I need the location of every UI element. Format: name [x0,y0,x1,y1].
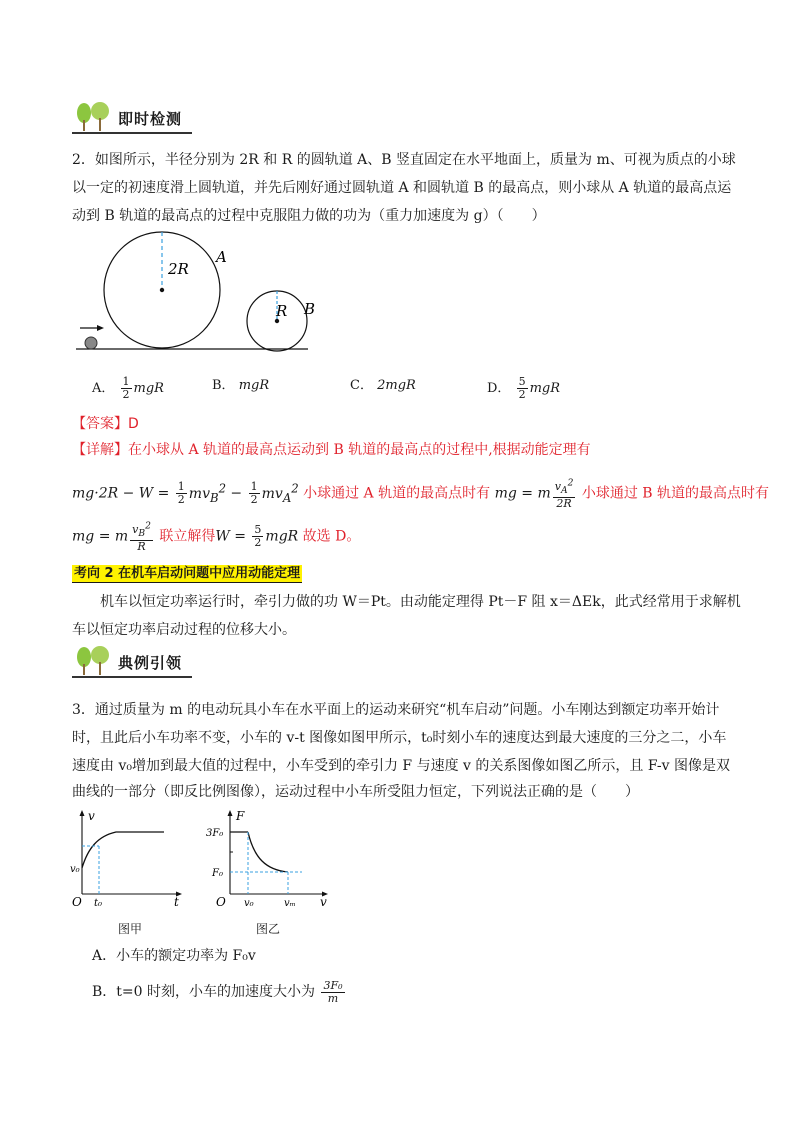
q3-option-a[interactable]: A．小车的额定功率为 F₀v [92,948,256,964]
q2-option-c[interactable]: C． 2mgR [350,378,416,393]
section-header-example [72,644,192,680]
svg-text:v: v [88,809,95,823]
ball [85,337,97,349]
q2-option-a[interactable]: A． $\frac{1}{2}$ mgR [92,375,164,401]
figure-yi-fv-graph [202,808,334,908]
direction-2-line-2: 车以恒定功率启动过程的位移大小。 [72,622,296,638]
q2-track-figure [70,226,330,356]
figure-yi-caption: 图乙 [256,922,281,936]
label-A: A [216,248,227,266]
svg-text:t₀: t₀ [94,898,103,908]
label-R: R [276,302,288,320]
section-underline [72,132,192,134]
svg-text:O: O [216,895,226,908]
section-title: 典例引领 [118,654,183,672]
svg-text:F₀: F₀ [212,868,223,879]
q2-answer: 【答案】D [72,416,139,432]
section-header-instant-check [72,100,192,136]
svg-text:t: t [174,895,179,908]
q3-line-2: 时，且此后小车功率不变，小车的 v-t 图像如图甲所示，t₀时刻小车的速度达到最大速度的三分之二，小车 [72,730,727,746]
figure-jia-vt-graph [68,808,188,908]
track-a-center [160,288,164,292]
section-underline [72,676,192,678]
label-B: B [304,300,316,318]
fraction: $\frac{\text{3F₀}}{m}$ [323,978,343,1005]
fraction: $\frac{5}{2}$ [518,375,526,401]
velocity-arrow-head [97,325,104,331]
svg-text:O: O [72,895,82,908]
svg-text:vₘ: vₘ [284,898,296,908]
q2-line-3: 动到 B 轨道的最高点的过程中克服阻力做的功为（重力加速度为 g）（ ） [72,208,546,224]
q2-line-2: 以一定的初速度滑上圆轨道，并先后刚好通过圆轨道 A 和圆轨道 B 的最高点，则小球从 A 轨道的最高点运 [72,180,732,196]
fv-hyperbola [248,832,288,872]
direction-2-line-1: 机车以恒定功率运行时，牵引力做的功 W＝Pt。由动能定理得 Pt－F 阻 x＝ΔEk，此式经常用于求解机 [100,594,741,610]
section-title: 即时检测 [118,110,183,128]
vt-curve [82,832,164,868]
q2-option-d[interactable]: D． $\frac{5}{2}$ mgR [487,375,561,401]
label-2R: 2R [168,260,189,278]
svg-text:v: v [320,895,327,908]
q3-line-1: 3．通过质量为 m 的电动玩具小车在水平面上的运动来研究“机车启动”问题。小车刚达到额定功率开始计 [72,702,720,718]
svg-text:v₀: v₀ [244,898,254,908]
fraction: $\frac{1}{2}$ [122,375,130,401]
figure-jia-caption: 图甲 [118,922,143,936]
q2-equation-2: mg = m $\frac{v_B^2}{R}$ 联立解得W = $\frac{5}{2}$ mgR 故选 D。 [72,520,361,553]
q2-option-b[interactable]: B． mgR [212,378,270,393]
svg-text:F: F [236,809,245,823]
q2-line-1: 2．如图所示，半径分别为 2R 和 R 的圆轨道 A、B 竖直固定在水平地面上，质量为 m、可视为质点的小球 [72,152,736,168]
tree-icon [74,646,114,676]
tree-icon [74,102,114,132]
q2-detail-intro: 【详解】在小球从 A 轨道的最高点运动到 B 轨道的最高点的过程中,根据动能定理有 [72,442,591,458]
svg-text:3F₀: 3F₀ [206,828,224,839]
svg-text:v₀: v₀ [70,864,80,875]
direction-2-heading: 考向 2 在机车启动问题中应用动能定理 [74,566,301,581]
q3-line-3: 速度由 v₀增加到最大值的过程中，小车受到的牵引力 F 与速度 v 的关系图像如图乙所示，且 F-v 图像是双 [72,758,731,774]
q3-option-b[interactable]: B．t=0 时刻，小车的加速度大小为 $\frac{\text{3F₀}}{m}$ [92,978,343,1005]
q3-line-4: 曲线的一部分（即反比例图像），运动过程中小车所受阻力恒定，下列说法正确的是（ ） [72,784,639,800]
q2-equation-1: mg·2R − W = $\frac{1}{2}$ $mv_B^2$ − $\frac{1}{2}$ $mv_A^2$ 小球通过 A 轨道的最高点时有 mg = m $\frac{v_A^2}{2R}$ 小球通过 B 轨道的最高点时有 [72,477,770,511]
